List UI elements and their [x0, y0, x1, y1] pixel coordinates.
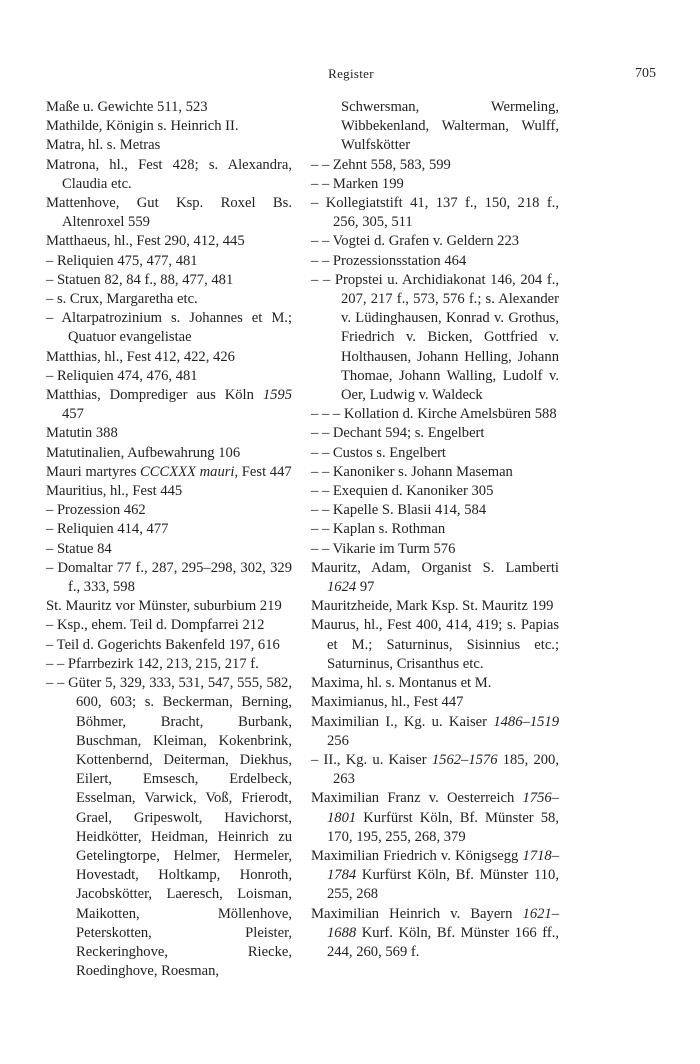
index-entry: Maximilian I., Kg. u. Kaiser 1486–1519 256 — [311, 713, 559, 749]
index-entry: Mauritz, Adam, Organist S. Lamberti 1624 97 — [311, 559, 559, 596]
index-entry: – – Propstei u. Archidiakonat 146, 204 f., 207, 217 f., 573, 576 f.; s. Alexander v. Lüdinghausen, Konrad v. Grothus, Friedrich v. Bicken, Gottfried v. Holthausen, Johann Helling, Johann Thomae, Johann Walling, Ludolf v. Oer, Ludwig v. Waldeck — [311, 271, 559, 404]
index-entry: Matthias, hl., Fest 412, 422, 426 — [46, 348, 235, 365]
index-entry: – Domaltar 77 f., 287, 295–298, 302, 329 f., 333, 598 — [46, 559, 292, 596]
index-entry: Maximilian Franz v. Oesterreich 1756–1801 Kurfürst Köln, Bf. Münster 58, 170, 195, 255, 268, 379 — [311, 790, 559, 845]
index-entry: – – Vikarie im Turm 576 — [311, 540, 456, 557]
index-entry: – – Güter 5, 329, 333, 531, 547, 555, 582, 600, 603; s. Beckerman, Berning, Böhmer, Bracht, Burbank, Buschman, Kleiman, Kokenbrink, Kottenbernd, Deiterman, Diekhus, Eilert, Emsesch, Erdelbeck, Esselman, Varwick, Voß, Frierodt, Grael, Gripeswolt, Havichorst, Heidkötter, Heidman, Heinrich zu Getelingtorpe, Helmer, Hermeler, Hovestadt, Holtkamp, Honroth, Jacobskötter, Laeresch, Loisman, Maikotten, Möllenhove, Peterskotten, Pleister, Reckeringhove, Riecke, Roedinghove, Roesman, — [46, 675, 292, 980]
index-entry: – – Custos s. Engelbert — [311, 444, 446, 461]
index-entry: – – Marken 199 — [311, 175, 404, 192]
index-entry: – – Kanoniker s. Johann Maseman — [311, 463, 513, 480]
index-entry: Matthaeus, hl., Fest 290, 412, 445 — [46, 233, 245, 250]
index-entry: Mauritius, hl., Fest 445 — [46, 483, 183, 500]
page-header — [46, 66, 656, 86]
index-entry: – Statue 84 — [46, 540, 112, 557]
index-entry: Matutin 388 — [46, 425, 118, 442]
index-column-right — [311, 98, 559, 962]
index-entry: Maße u. Gewichte 511, 523 — [46, 99, 208, 115]
index-entry: Mathilde, Königin s. Heinrich II. — [46, 118, 239, 135]
index-entry: – Kollegiatstift 41, 137 f., 150, 218 f., 256, 305, 511 — [311, 195, 559, 231]
index-entry: – – Zehnt 558, 583, 599 — [311, 156, 451, 173]
index-entry: – Reliquien 474, 476, 481 — [46, 367, 198, 384]
index-entry: – Prozession 462 — [46, 502, 146, 519]
index-entry: – s. Crux, Margaretha etc. — [46, 291, 198, 308]
index-entry: – – Kapelle S. Blasii 414, 584 — [311, 502, 487, 519]
index-entry: Matutinalien, Aufbewahrung 106 — [46, 444, 241, 461]
index-entry: Schwersman, Wermeling, Wibbekenland, Walterman, Wulff, Wulfskötter — [341, 99, 559, 154]
index-entry: Maximilian Friedrich v. Königsegg 1718–1784 Kurfürst Köln, Bf. Münster 110, 255, 268 — [311, 847, 559, 903]
index-column-left — [46, 98, 292, 981]
index-entry: – – – Kollation d. Kirche Amelsbüren 588 — [311, 406, 557, 423]
index-entry: – – Pfarrbezirk 142, 213, 215, 217 f. — [46, 655, 259, 672]
index-entry: Matthias, Domprediger aus Köln 1595 457 — [46, 387, 292, 423]
index-entry: Mattenhove, Gut Ksp. Roxel Bs. Altenroxel 559 — [46, 195, 292, 231]
index-entry: Maurus, hl., Fest 400, 414, 419; s. Papias et M.; Saturninus, Sisinnius etc.; Saturninus, Crisanthus etc. — [311, 617, 559, 672]
index-entry: – Statuen 82, 84 f., 88, 477, 481 — [46, 271, 234, 288]
running-head: Register — [328, 66, 374, 81]
index-entry: – – Exequien d. Kanoniker 305 — [311, 483, 494, 500]
index-entry: Maximilian Heinrich v. Bayern 1621–1688 Kurf. Köln, Bf. Münster 166 ff., 244, 260, 569 f. — [311, 905, 559, 960]
index-entry: Matrona, hl., Fest 428; s. Alexandra, Claudia etc. — [46, 156, 292, 192]
index-entry: – – Vogtei d. Grafen v. Geldern 223 — [311, 233, 520, 250]
index-entry: – Reliquien 475, 477, 481 — [46, 252, 198, 269]
index-entry: – Ksp., ehem. Teil d. Dompfarrei 212 — [46, 617, 265, 634]
index-entry: Maxima, hl. s. Montanus et M. — [311, 675, 492, 692]
index-entry: – – Prozessionsstation 464 — [311, 252, 467, 269]
index-entry: St. Mauritz vor Münster, suburbium 219 — [46, 598, 282, 615]
index-entry: Matra, hl. s. Metras — [46, 137, 161, 154]
index-entry: – – Kaplan s. Rothman — [311, 521, 446, 538]
index-entry: Mauri martyres CCCXXX mauri, Fest 447 — [46, 463, 292, 480]
index-entry: – Reliquien 414, 477 — [46, 521, 169, 538]
index-entry: – Altarpatrozinium s. Johannes et M.; Quatuor evangelistae — [46, 310, 292, 346]
index-entry: – – Dechant 594; s. Engelbert — [311, 425, 485, 442]
index-entry: Maximianus, hl., Fest 447 — [311, 694, 464, 711]
index-entry: – Teil d. Gogerichts Bakenfeld 197, 616 — [46, 636, 280, 653]
index-entry: Mauritzheide, Mark Ksp. St. Mauritz 199 — [311, 598, 554, 615]
index-entry: – II., Kg. u. Kaiser 1562–1576 185, 200, 263 — [311, 751, 559, 788]
page-number: 705 — [635, 66, 656, 81]
